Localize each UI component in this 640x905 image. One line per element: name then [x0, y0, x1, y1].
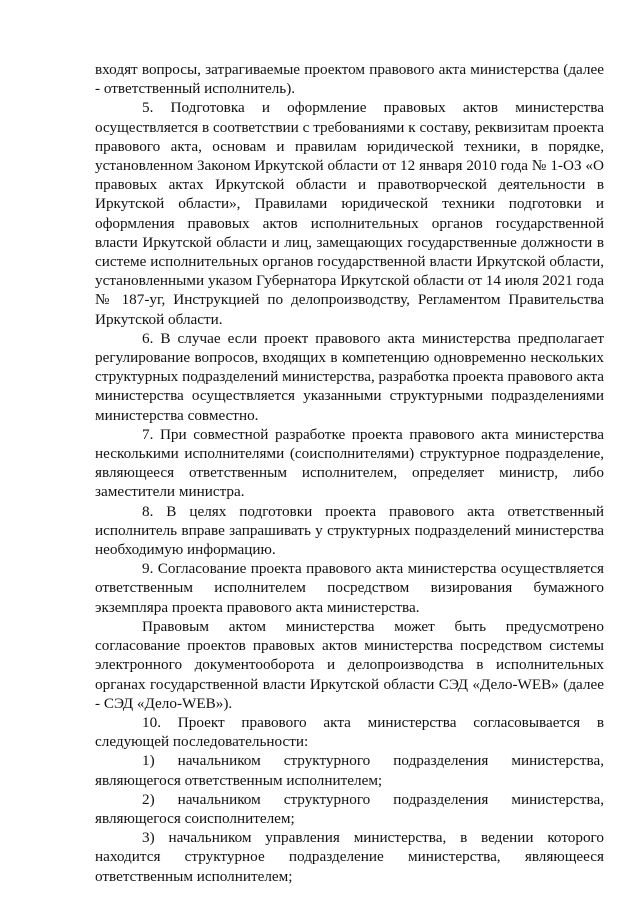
- paragraph-10: 10. Проект правового акта министерства согласовывается в следующей последовательности:: [95, 713, 604, 751]
- paragraph-5: 5. Подготовка и оформление правовых актов министерства осуществляется в соответствии с требованиями к составу, реквизитам проекта правового акта, основам и правилам юридической техники, в порядке, установленном Законом Иркутской области от 12 января 2010 года № 1-ОЗ «О правовых актах Иркутской области и правотворческой деятельности в Иркутской области», Правилами юридической техники подготовки и оформления правовых актов исполнительных органов государственной власти Иркутской области и лиц, замещающих государственные должности в системе исполнительных органов государственной власти Иркутской области, установленными указом Губернатора Иркутской области от 14 июля 2021 года № 187-уг, Инструкцией по делопроизводству, Регламентом Правительства Иркутской области.: [95, 99, 604, 328]
- paragraph-7: 7. При совместной разработке проекта правового акта министерства несколькими исполнителями (соисполнителями) структурное подразделение, являющееся ответственным исполнителем, определяет министр, либо заместители министра.: [95, 425, 604, 501]
- list-item-1: 1) начальником структурного подразделения министерства, являющегося ответственным исполнителем;: [95, 752, 604, 789]
- document-body: [95, 60, 604, 886]
- paragraph-6: 6. В случае если проект правового акта министерства предполагает регулирование вопросов, входящих в компетенцию одновременно нескольких структурных подразделений министерства, разработка проекта правового акта министерства осуществляется указанными структурными подразделениями министерства совместно.: [95, 329, 604, 424]
- paragraph-9-second: Правовым актом министерства может быть предусмотрено согласование проектов правовых актов министерства посредством системы электронного документооборота и делопроизводства в исполнительных органах государственной власти Иркутской области СЭД «Дело-WEB» (далее - СЭД «Дело-WEB»).: [95, 617, 604, 712]
- paragraph-8: 8. В целях подготовки проекта правового акта ответственный исполнитель вправе запрашивать у структурных подразделений министерства необходимую информацию.: [95, 502, 604, 559]
- paragraph-continuation: входят вопросы, затрагиваемые проектом правового акта министерства (далее - ответственный исполнитель).: [95, 61, 604, 98]
- list-item-2: 2) начальником структурного подразделения министерства, являющегося соисполнителем;: [95, 790, 604, 827]
- paragraph-9: 9. Согласование проекта правового акта министерства осуществляется ответственным исполнителем посредством визирования бумажного экземпляра проекта правового акта министерства.: [95, 560, 604, 616]
- list-item-3: 3) начальником управления министерства, в ведении которого находится структурное подразделение министерства, являющееся ответственным исполнителем;: [95, 829, 604, 885]
